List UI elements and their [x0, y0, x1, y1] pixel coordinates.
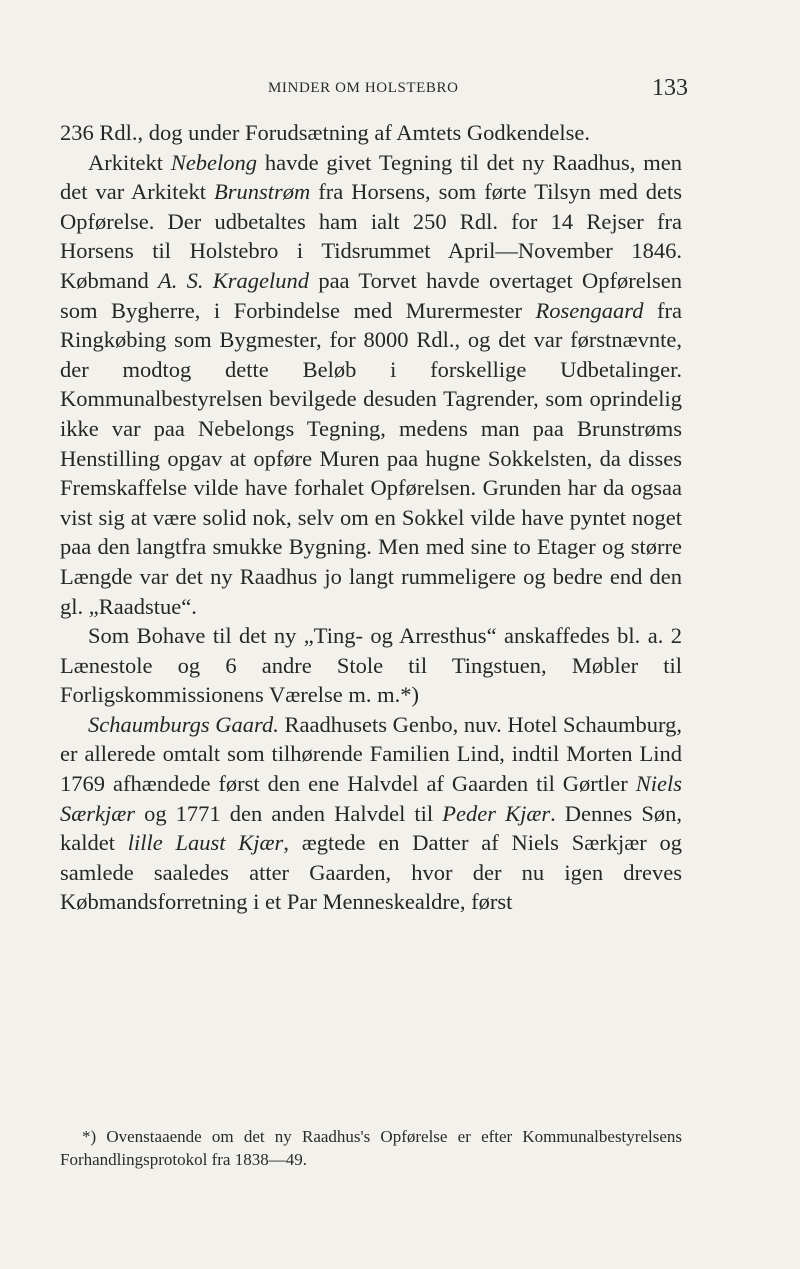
- name-lille-laust-kjaer: lille Laust Kjær: [127, 830, 284, 856]
- footnote-text: *) Ovenstaaende om det ny Raadhus's Opførelse er efter Kommunalbestyrelsens Forhandlingsprotokol fra 1838—49.: [60, 1127, 682, 1169]
- paragraph-1: [60, 118, 682, 148]
- name-peder-kjaer: Peder Kjær: [442, 800, 551, 826]
- text-run: havde givet Tegning til det ny Raadhus, men det var Arkitekt: [60, 149, 682, 205]
- name-kragelund: A. S. Kragelund: [158, 267, 310, 293]
- text-run: , ægtede en Datter af Niels Særkjær og samlede saaledes atter Gaarden, hvor der nu igen dreves Købmandsforretning i et Par Menneskealdre, først: [60, 830, 682, 915]
- page-number: 133: [652, 75, 688, 101]
- text-run: og 1771 den anden Halvdel til: [135, 800, 443, 826]
- paragraph-3-text: Som Bohave til det ny „Ting- og Arresthus“ anskaffedes bl. a. 2 Lænestole og 6 andre Stole til Tingstuen, Møbler til Forligskommissionens Værelse m. m.*): [60, 623, 682, 708]
- body-text: [60, 118, 682, 917]
- page-header: [0, 72, 800, 112]
- text-run: fra Ringkøbing som Bygmester, for 8000 Rdl., og det var førstnævnte, der modtog dette Beløb i forskellige Udbetalinger. Kommunalbestyrelsen bevilgede desuden Tagrender, som oprindelig ikke var paa Nebelongs Tegning, medens man paa Brunstrøms Henstilling opgav at opføre Muren paa hugne Sokkelsten, da disses Fremskaffelse vilde have forhalet Opførelsen. Grunden har da ogsaa vist sig at være solid nok, selv om en Sokkel vilde have pyntet noget paa den langtfra smukke Bygning. Men med sine to Etager og større Længde var det ny Raadhus jo langt rummeligere og bedre end den gl. „Raadstue“.: [60, 297, 682, 619]
- name-rosengaard: Rosengaard: [535, 297, 644, 323]
- paragraph-3: [60, 621, 682, 710]
- text-run: Arkitekt: [88, 149, 171, 175]
- text-run: paa Torvet havde overtaget Opførelsen som Bygherre, i Forbindelse med Murermester: [60, 267, 682, 323]
- name-nebelong: Nebelong: [170, 149, 258, 175]
- text-run: Raadhusets Genbo, nuv. Hotel Schaumburg, er allerede omtalt som tilhørende Familien Lind, indtil Morten Lind 1769 afhændede først den ene Halvdel af Gaarden til Gørtler: [60, 711, 682, 797]
- footnote: [60, 1125, 682, 1171]
- name-brunstrom: Brunstrøm: [214, 179, 311, 205]
- running-title: MINDER OM HOLSTEBRO: [268, 80, 459, 96]
- name-niels-saerkjaer: Niels Særkjær: [60, 771, 682, 826]
- text-run: . Dennes Søn, kaldet: [60, 800, 682, 856]
- paragraph-2: [60, 148, 682, 622]
- paragraph-1-text: 236 Rdl., dog under Forudsætning af Amtets Godkendelse.: [60, 120, 590, 145]
- text-run: fra Horsens, som førte Tilsyn med dets Opførelse. Der udbetaltes ham ialt 250 Rdl. for 14 Rejser fra Horsens til Holstebro i Tidsrummet April—November 1846. Købmand: [60, 179, 682, 293]
- paragraph-4: [60, 710, 682, 917]
- section-heading-schaumburgs-gaard: Schaumburgs Gaard.: [88, 711, 279, 737]
